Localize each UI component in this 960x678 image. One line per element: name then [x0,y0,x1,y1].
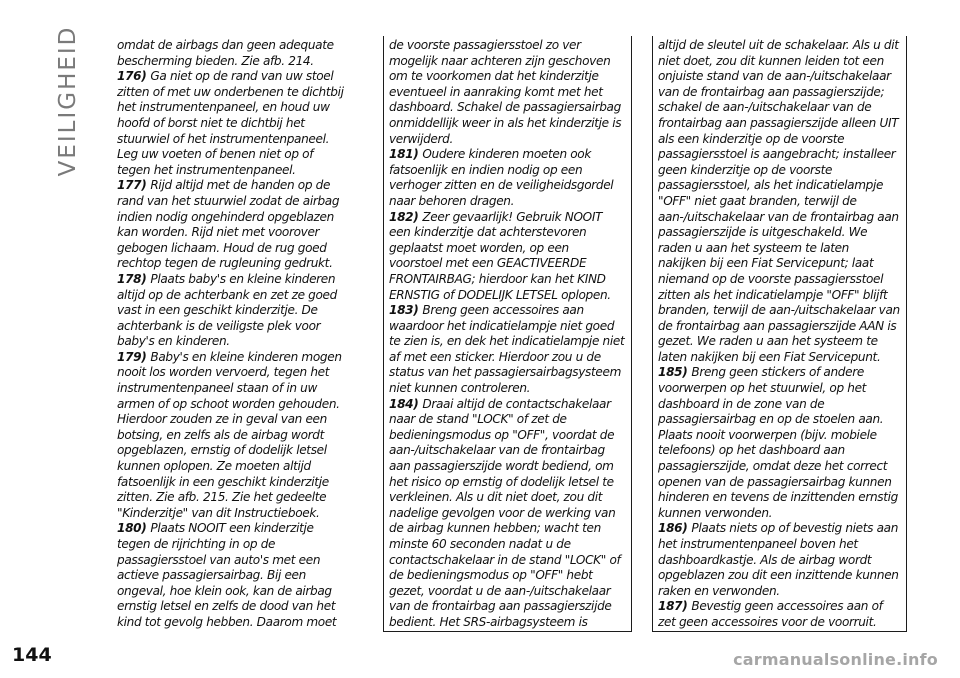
warning-number: 185) [658,365,688,380]
warning-paragraph [117,350,349,522]
text-column-2 [383,36,632,632]
paragraph-text: Rijd altijd met de handen op de rand van het stuurwiel zodat de airbag indien nodig ongehinderd opgeblazen kan worden. Rijd niet met voorover gebogen lichaam. Houd de rug goed rechtop tegen de rugleuning gedrukt. [117,178,340,271]
warning-paragraph [389,397,625,632]
warning-number: 181) [389,147,419,162]
warning-number: 177) [117,178,147,193]
text-column-1 [112,36,355,632]
warning-paragraph [658,599,900,632]
paragraph-text: Plaats niets op of bevestig niets aan het instrumentenpaneel boven het dashboardkastje. Als de airbag wordt opgeblazen zou dit een inzittende kunnen raken en verwonden. [658,521,899,598]
paragraph-text: omdat de airbags dan geen adequate bescherming bieden. Zie afb. 214. [117,38,334,68]
paragraph-text: altijd de sleutel uit de schakelaar. Als u dit niet doet, zou dit kunnen leiden tot een onjuiste stand van de aan-/uitschakelaar van de frontairbag aan passagierszijde; schakel de aan-/uitschakelaar van de frontairbag aan passagierszijde alleen UIT als een kinderzitje op de voorste passagiersstoel is aangebracht; installeer geen kinderzitje op de voorste passagiersstoel, als het indicatielampje "OFF" niet gaat branden, terwijl de aan-/uitschakelaar van de frontairbag aan passagierszijde is uitgeschakeld. We raden u aan het systeem te laten nakijken bij een Fiat Servicepunt; laat niemand op de voorste passagiersstoel zitten als het indicatielampje "OFF" blijft branden, terwijl de aan-/uitschakelaar van de frontairbag aan passagierszijde AAN is gezet. We raden u aan het systeem te laten nakijken bij een Fiat Servicepunt. [658,38,900,364]
warning-number: 179) [117,349,147,364]
paragraph-text: Breng geen accessoires aan waardoor het indicatielampje niet goed te zien is, en dek het indicatielampje niet af met een sticker. Hierdoor zou u de status van het passagiersairbagsysteem niet kunnen controleren. [389,303,625,396]
paragraph-text: Zeer gevaarlijk! Gebruik NOOIT een kinderzitje dat achterstevoren geplaatst moet worden, op een voorstoel met een GEACTIVEERDE FRONTAIRBAG; hierdoor kan het KIND ERNSTIG of DODELIJK LETSEL oplopen. [389,209,611,302]
paragraph-text: Draai altijd de contactschakelaar naar de stand "LOCK" of zet de bedieningsmodus op "OFF", voordat de aan-/uitschakelaar van de frontairbag aan passagierszijde wordt bediend, om het risico op ernstig of dodelijk letsel te verkleinen. Als u dit niet doet, zou dit nadelige gevolgen voor de werking van de airbag kunnen hebben; wacht ten minste 60 seconden nadat u de contactschakelaar in de stand "LOCK" of de bedieningsmodus op "OFF" hebt gezet, voordat u de aan-/uitschakelaar van de frontairbag aan passagierszijde bedient. Het SRS-airbagsysteem is [389,396,621,629]
continued-paragraph [389,38,625,147]
warning-number: 184) [389,396,419,411]
warning-number: 187) [658,599,688,614]
paragraph-text: Bevestig geen accessoires aan of zet geen accessoires voor de voorruit. [658,599,883,629]
warning-paragraph [389,303,625,397]
warning-paragraph [389,210,625,304]
section-title-text: VEILIGHEID [55,25,81,177]
warning-number: 180) [117,521,147,536]
paragraph-text: Ga niet op de rand van uw stoel zitten of met uw onderbenen te dichtbij het instrumentenpaneel, en houd uw hoofd of borst niet te dichtbij het stuurwiel of het instrumentenpaneel. Leg uw voeten of benen niet op of tegen het instrumentenpaneel. [117,69,344,177]
paragraph-text: Plaats NOOIT een kinderzitje tegen de rijrichting in op de passagiersstoel van auto's met een actieve passagiersairbag. Bij een ongeval, hoe klein ook, kan de airbag ernstig letsel en zelfs de dood van het kind tot gevolg hebben. Daarom moet [117,521,337,629]
paragraph-text: Breng geen stickers of andere voorwerpen op het stuurwiel, op het dashboard in de zone van de passagiersairbag en op de stoelen aan. Plaats nooit voorwerpen (bijv. mobiele telefoons) op het dashboard aan passagierszijde, omdat deze het correct openen van de passagiersairbag kunnen hinderen en tevens de inzittenden ernstig kunnen verwonden. [658,365,898,520]
section-title [48,25,88,177]
paragraph-text: Oudere kinderen moeten ook fatsoenlijk en indien nodig op een verhoger zitten en de veiligheidsgordel naar behoren dragen. [389,147,614,208]
warning-paragraph [117,521,349,632]
watermark: carmanualsonline.info [733,650,938,669]
warning-paragraph [117,69,349,178]
continued-paragraph [117,38,349,69]
warning-paragraph [658,365,900,521]
paragraph-text: de voorste passagiersstoel zo ver mogelijk naar achteren zijn geschoven om te voorkomen dat het kinderzitje eventueel in aanraking komt met het dashboard. Schakel de passagiersairbag onmiddellijk weer in als het kinderzitje is verwijderd. [389,38,622,146]
continued-paragraph [658,38,900,365]
paragraph-text: Plaats baby's en kleine kinderen altijd op de achterbank en zet ze goed vast in een geschikt kinderzitje. De achterbank is de veiligste plek voor baby's en kinderen. [117,271,337,349]
warning-number: 186) [658,521,688,536]
warning-number: 176) [117,69,147,84]
text-column-3 [652,36,907,632]
warning-paragraph [389,147,625,209]
warning-paragraph [117,272,349,350]
page-number: 144 [12,644,52,666]
warning-number: 178) [117,271,147,286]
warning-paragraph [117,178,349,272]
warning-number: 182) [389,209,419,224]
paragraph-text: Baby's en kleine kinderen mogen nooit los worden vervoerd, tegen het instrumentenpaneel staan of in uw armen of op schoot worden gehouden. Hierdoor zouden ze in geval van een botsing, en zelfs als de airbag wordt opgeblazen, ernstig of dodelijk letsel kunnen oplopen. Ze moeten altijd fatsoenlijk in een geschikt kinderzitje zitten. Zie afb. 215. Zie het gedeelte "Kinderzitje" van dit Instructieboek. [117,349,342,520]
warning-number: 183) [389,303,419,318]
warning-paragraph [658,521,900,599]
